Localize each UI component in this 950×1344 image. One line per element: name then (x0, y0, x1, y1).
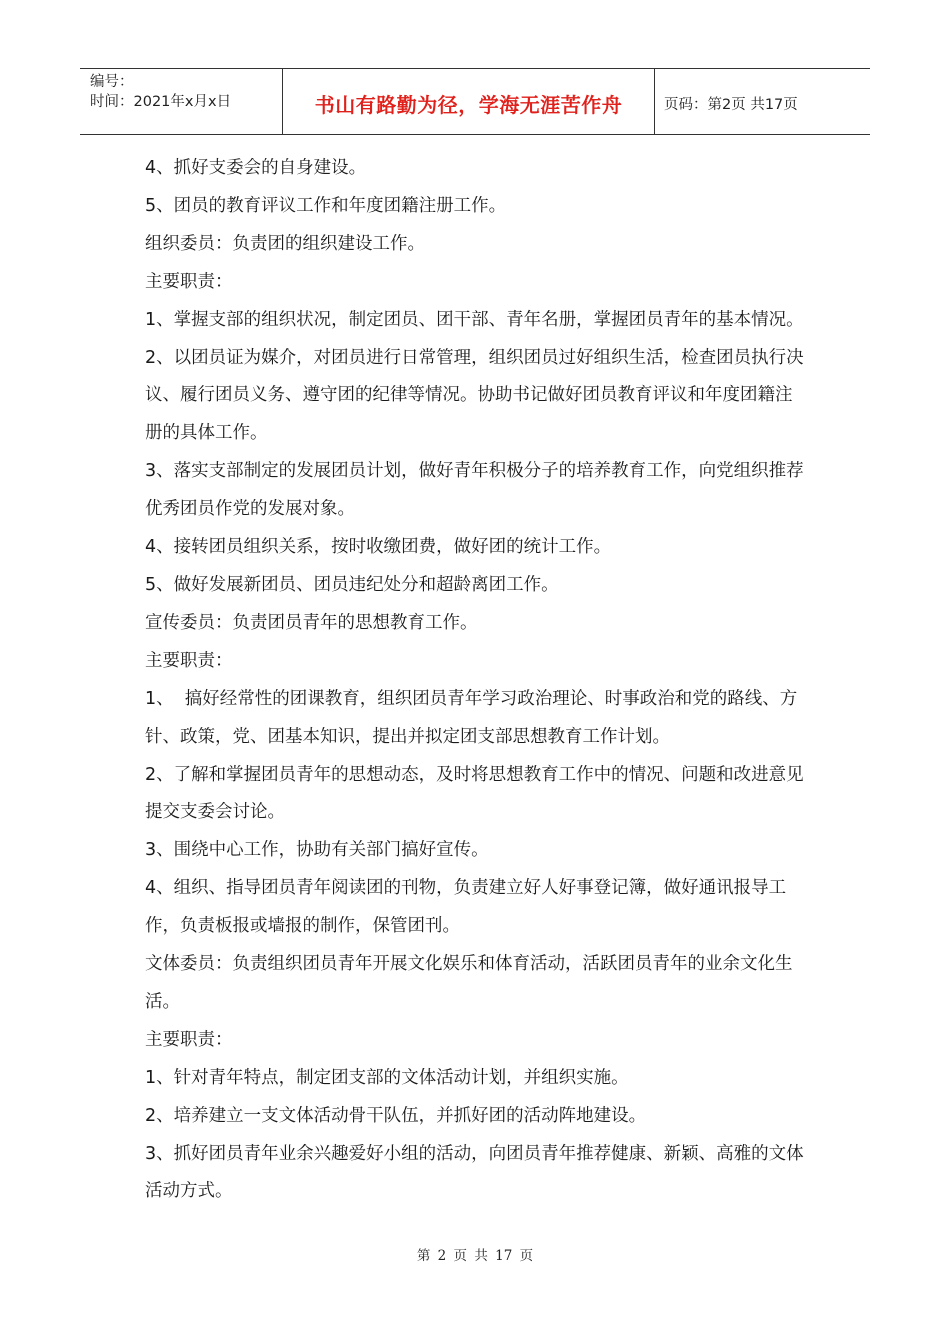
paragraph: 5、做好发展新团员、团员违纪处分和超龄离团工作。 (145, 574, 559, 595)
paragraph: 主要职责： (145, 271, 233, 292)
paragraph: 1、掌握支部的组织状况，制定团员、团干部、青年名册，掌握团员青年的基本情况。 (145, 309, 804, 330)
paragraph: 5、团员的教育评议工作和年度团籍注册工作。 (145, 195, 507, 216)
paragraph: 主要职责： (145, 1029, 233, 1050)
paragraph: 2、了解和掌握团员青年的思想动态，及时将思想教育工作中的情况、问题和改进意见提交支委会讨论。 (145, 764, 804, 823)
paragraph: 文体委员：负责组织团员青年开展文化娱乐和体育活动，活跃团员青年的业余文化生活。 (145, 954, 793, 1012)
paragraph: 1、 搞好经常性的团课教育，组织团员青年学习政治理论、时事政治和党的路线、方针、政策，党、团基本知识，提出并拟定团支部思想教育工作计划。 (145, 688, 798, 747)
paragraph: 1、针对青年特点，制定团支部的文体活动计划，并组织实施。 (145, 1067, 629, 1088)
paragraph: 2、以团员证为媒介，对团员进行日常管理，组织团员过好组织生活，检查团员执行决议、履行团员义务、遵守团的纪律等情况。协助书记做好团员教育评议和年度团籍注册的具体工作。 (145, 347, 804, 444)
paragraph: 4、接转团员组织关系，按时收缴团费，做好团的统计工作。 (145, 537, 612, 558)
paragraph: 3、围绕中心工作，协助有关部门搞好宣传。 (145, 840, 489, 861)
paragraph: 4、组织、指导团员青年阅读团的刊物，负责建立好人好事登记簿，做好通讯报导工作，负责板报或墙报的制作，保管团刊。 (145, 878, 787, 937)
page-header (80, 68, 870, 135)
header-left-cell (80, 69, 282, 134)
paragraph: 组织委员：负责团的组织建设工作。 (145, 233, 425, 254)
time-label: 时间：2021年x月x日 (90, 94, 232, 110)
paragraph: 宣传委员：负责团员青年的思想教育工作。 (145, 612, 478, 633)
page-info: 页码：第2页 共17页 (664, 97, 798, 113)
paragraph: 3、抓好团员青年业余兴趣爱好小组的活动，向团员青年推荐健康、新颖、高雅的文体活动方式。 (145, 1143, 804, 1202)
paragraph: 2、培养建立一支文体活动骨干队伍，并抓好团的活动阵地建设。 (145, 1105, 647, 1126)
paragraph: 3、落实支部制定的发展团员计划，做好青年积极分子的培养教育工作，向党组织推荐优秀团员作党的发展对象。 (145, 461, 804, 520)
page-footer: 第 2 页 共 17 页 (416, 1248, 534, 1264)
motto: 书山有路勤为径，学海无涯苦作舟 (282, 69, 655, 134)
document-body (145, 150, 805, 1211)
paragraph: 4、抓好支委会的自身建设。 (145, 158, 367, 178)
paragraph: 主要职责： (145, 650, 233, 671)
serial-label: 编号： (90, 74, 134, 90)
